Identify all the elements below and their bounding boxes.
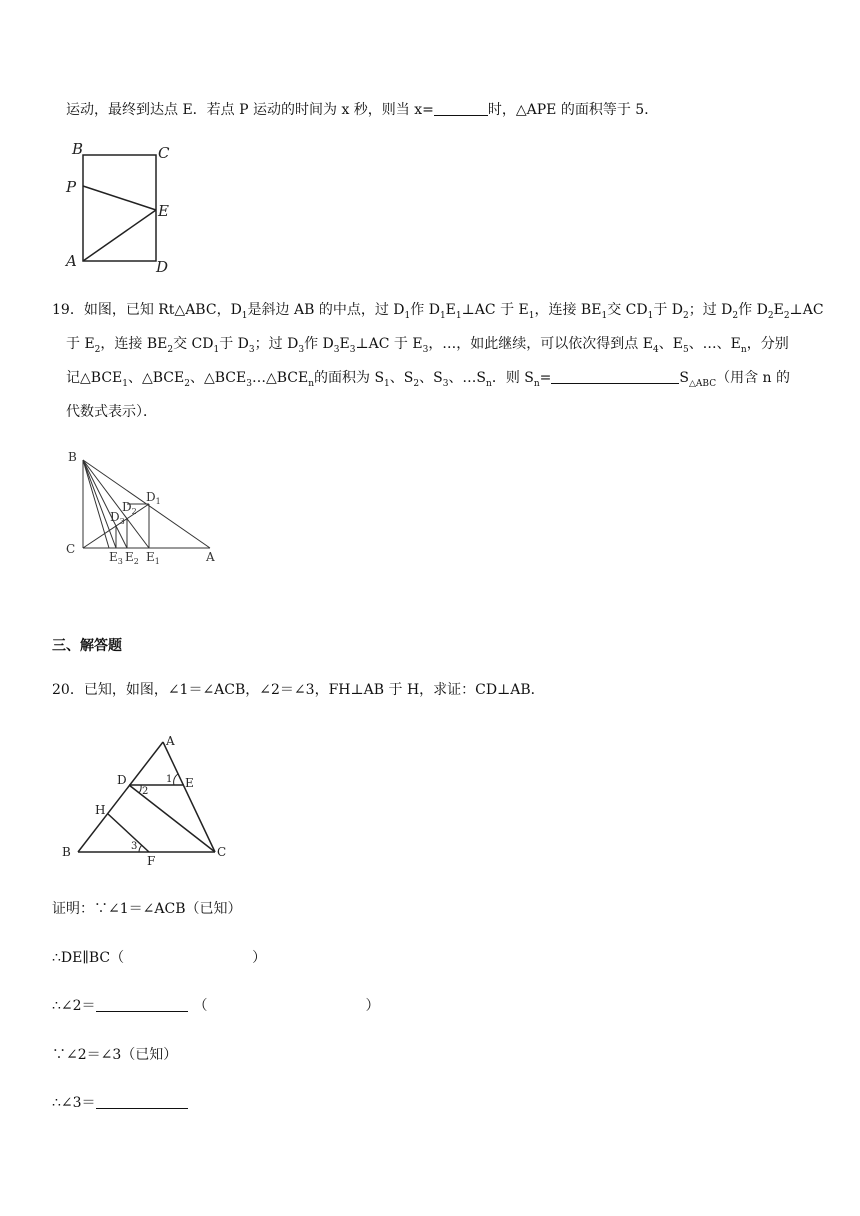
q19-sub: 1 xyxy=(647,310,654,321)
q19-sub: 3 xyxy=(246,378,252,389)
label-P: P xyxy=(66,178,77,196)
q19-t: S xyxy=(679,370,689,386)
q19-t: 是斜边 AB 的中点，过 D xyxy=(247,302,405,318)
label-B: B xyxy=(72,140,84,158)
q19-line-1 xyxy=(52,301,824,325)
label-D2: $D_2$ xyxy=(122,500,137,516)
label-B: B xyxy=(68,450,77,464)
q19-t: 作 D xyxy=(410,302,440,318)
label-E: E xyxy=(185,776,194,790)
q19-t: ⊥AC 于 E xyxy=(461,302,529,318)
label-C: C xyxy=(66,542,76,556)
label-E: E xyxy=(158,202,169,220)
q19-sub: 3 xyxy=(442,378,449,389)
q19-sub: 2 xyxy=(767,310,774,321)
q19-sub: 1 xyxy=(404,310,411,321)
q19-sub: 3 xyxy=(349,344,356,355)
answer-blank[interactable] xyxy=(551,369,679,384)
q19-sub: 2 xyxy=(167,344,174,355)
q19-t: 、S xyxy=(419,370,443,386)
label-C: C xyxy=(217,845,227,859)
label-D: D xyxy=(156,258,169,276)
q19-t: ，…，如此继续，可以依次得到点 E xyxy=(428,336,653,352)
q19-t: ⊥AC 于 E xyxy=(355,336,423,352)
answer-blank[interactable] xyxy=(96,1094,188,1109)
proof-text: ∴DE∥BC（ xyxy=(52,950,125,966)
answer-blank[interactable] xyxy=(96,997,188,1012)
q19-t: 、…S xyxy=(448,370,487,386)
q19-sub: 3 xyxy=(248,344,255,355)
q19-t: ；过 D xyxy=(254,336,299,352)
q19-sub: 3 xyxy=(333,344,340,355)
proof-line-4: ∵∠2＝∠3（已知） xyxy=(52,1047,178,1063)
q19-sub: 5 xyxy=(682,344,689,355)
q19-t: （用含 n 的 xyxy=(716,370,791,386)
proof-line-5 xyxy=(52,1094,188,1112)
q19-t: 、△BCE xyxy=(127,370,185,386)
q19-sub: 2 xyxy=(732,310,739,321)
label-A: A xyxy=(206,550,215,564)
proof-text: （ xyxy=(193,998,208,1014)
angle-3-label: 3 xyxy=(131,841,138,852)
triangle-figure xyxy=(55,728,235,868)
label-D3: $D_3$ xyxy=(110,510,125,526)
q19-t: E xyxy=(445,302,456,318)
proof-text: ∴∠3＝ xyxy=(52,1095,96,1111)
label-E3: $E_3$ xyxy=(109,550,123,566)
label-H: H xyxy=(95,803,106,817)
q19-sub: 1 xyxy=(439,310,446,321)
q18-text-line xyxy=(66,101,658,119)
q19-t: 记△BCE xyxy=(66,370,123,386)
q19-sub: n xyxy=(486,378,492,389)
q19-line-2 xyxy=(66,335,789,359)
q19-sub: 4 xyxy=(652,344,659,355)
q19-sub: △ABC xyxy=(689,378,717,389)
label-D: D xyxy=(117,773,127,787)
proof-line-1: 证明：∵∠1＝∠ACB（已知） xyxy=(52,901,242,917)
q19-t: ，连接 BE xyxy=(534,302,602,318)
q19-t: ，分别 xyxy=(746,336,789,352)
q19-t: E xyxy=(339,336,350,352)
q19-sub: 2 xyxy=(94,344,101,355)
q19-t: 交 CD xyxy=(173,336,214,352)
q19-line-4: 代数式表示）． xyxy=(66,404,157,420)
q19-t: 的面积为 S xyxy=(314,370,385,386)
q19-t: 、…、E xyxy=(688,336,741,352)
q19-line-3 xyxy=(66,369,790,393)
q19-t: 于 E xyxy=(66,336,95,352)
q19-sub: 1 xyxy=(528,310,535,321)
q19-t: = xyxy=(539,370,552,386)
label-B: B xyxy=(62,845,71,859)
q19-t: E xyxy=(773,302,784,318)
q19-t: 交 CD xyxy=(607,302,648,318)
q19-t: ⊥AC xyxy=(789,302,824,318)
right-triangle-figure xyxy=(60,445,230,575)
q19-sub: 2 xyxy=(683,310,689,321)
label-E1: $E_1$ xyxy=(146,550,160,566)
q19-sub: 1 xyxy=(241,310,248,321)
label-E2: $E_2$ xyxy=(125,550,139,566)
q19-sub: 2 xyxy=(184,378,190,389)
q19-t: ；过 D xyxy=(688,302,733,318)
q19-sub: 2 xyxy=(783,310,790,321)
proof-text: ∴∠2＝ xyxy=(52,998,96,1014)
q19-sub: 1 xyxy=(213,344,220,355)
q19-t: 作 D xyxy=(304,336,334,352)
q19-sub: n xyxy=(740,344,747,355)
q18-text-b: 时，△APE 的面积等于 5． xyxy=(487,102,659,118)
q19-t: 、△BCE xyxy=(189,370,247,386)
q19-t: ，连接 BE xyxy=(100,336,168,352)
q19-t: 、E xyxy=(658,336,683,352)
q19-t: …△BCE xyxy=(251,370,309,386)
angle-2-label: 2 xyxy=(142,786,149,797)
proof-line-2 xyxy=(52,949,266,967)
q19-sub: 3 xyxy=(298,344,305,355)
q19-t: 19．如图，已知 Rt△ABC，D xyxy=(52,302,242,318)
label-A: A xyxy=(66,252,77,270)
label-F: F xyxy=(147,854,156,868)
q19-t: 作 D xyxy=(738,302,768,318)
q18-text-a: 运动，最终到达点 E．若点 P 运动的时间为 x 秒，则当 x= xyxy=(66,102,434,118)
proof-line-3 xyxy=(52,997,380,1015)
q19-sub: n xyxy=(308,378,314,389)
q19-t: 于 D xyxy=(219,336,249,352)
q19-sub: 3 xyxy=(422,344,429,355)
label-D1: $D_1$ xyxy=(146,490,161,506)
q20-stem: 20．已知，如图，∠1＝∠ACB，∠2＝∠3，FH⊥AB 于 H，求证：CD⊥AB． xyxy=(52,682,545,698)
q19-sub: 1 xyxy=(122,378,128,389)
q19-t: 于 D xyxy=(653,302,683,318)
proof-text: ） xyxy=(365,998,380,1014)
q19-t: 、S xyxy=(389,370,414,386)
proof-text: ） xyxy=(252,950,267,966)
q19-sub: 1 xyxy=(455,310,462,321)
answer-blank[interactable] xyxy=(434,101,488,116)
label-A: A xyxy=(166,734,175,748)
label-C: C xyxy=(158,144,170,162)
section-heading: 三、解答题 xyxy=(52,638,122,654)
rectangle-figure xyxy=(60,138,190,278)
q19-sub: 2 xyxy=(413,378,420,389)
q19-sub: n xyxy=(533,378,540,389)
q19-sub: 1 xyxy=(384,378,390,389)
angle-1-label: 1 xyxy=(166,774,173,785)
q19-sub: 1 xyxy=(601,310,608,321)
q19-t: ．则 S xyxy=(491,370,534,386)
